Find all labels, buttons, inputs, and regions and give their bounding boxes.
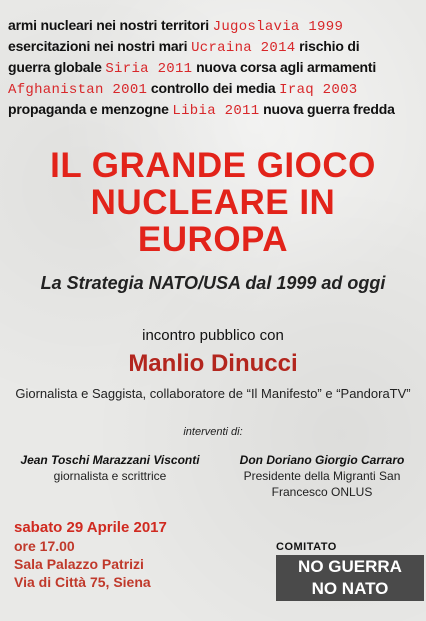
topic-text: controllo dei media [147, 80, 280, 96]
event-time: ore 17.00 [14, 538, 75, 554]
topic-line [8, 79, 357, 99]
guest-desc: Presidente della Migranti San [243, 469, 401, 483]
committee-line: NO NATO [311, 579, 389, 598]
topic-conflict: Afghanistan 2001 [8, 82, 148, 98]
event-address: Via di Città 75, Siena [14, 574, 151, 590]
topic-conflict: Jugoslavia 1999 [212, 19, 344, 35]
interventions-label: interventi di: [183, 426, 243, 438]
event-venue: Sala Palazzo Patrizi [14, 556, 144, 572]
topic-conflict: Iraq 2003 [279, 82, 358, 98]
topic-text: nuova corsa agli armamenti [192, 59, 377, 75]
topic-text: armi nucleari nei nostri territori [8, 17, 213, 33]
topic-line [8, 58, 376, 78]
headline-line: EUROPA [137, 220, 289, 259]
event-info [14, 518, 167, 591]
event-type: incontro pubblico con [142, 327, 284, 344]
headline [0, 147, 426, 258]
event-date: sabato 29 Aprile 2017 [14, 519, 167, 536]
guest-2 [212, 452, 426, 500]
topic-line [8, 100, 395, 120]
topic-text: rischio di [295, 38, 360, 54]
guest-desc: giornalista e scrittrice [53, 469, 167, 483]
committee-line: NO GUERRA [298, 557, 402, 576]
guest-1 [0, 452, 220, 484]
topic-line [8, 37, 359, 57]
topic-conflict: Siria 2011 [105, 61, 193, 77]
committee-label: COMITATO [276, 541, 337, 553]
guest-desc: Francesco ONLUS [271, 485, 373, 499]
topic-text: propaganda e menzogne [8, 101, 173, 117]
guest-name: Don Doriano Giorgio Carraro [239, 453, 405, 467]
speaker-role: Giornalista e Saggista, collaboratore de “Il Manifesto” e “PandoraTV” [15, 386, 411, 401]
guest-name: Jean Toschi Marazzani Visconti [20, 453, 200, 467]
subtitle: La Strategia NATO/USA dal 1999 ad oggi [40, 273, 386, 293]
committee-box [276, 555, 424, 601]
topic-line [8, 16, 343, 36]
topic-text: nuova guerra fredda [259, 101, 395, 117]
speaker-name: Manlio Dinucci [128, 350, 298, 377]
headline-line: IL GRANDE GIOCO [50, 146, 376, 185]
topic-conflict: Libia 2011 [172, 103, 260, 119]
topic-text: guerra globale [8, 59, 106, 75]
headline-line: NUCLEARE IN [90, 183, 336, 222]
topic-conflict: Ucraina 2014 [191, 40, 296, 56]
topic-text: esercitazioni nei nostri mari [8, 38, 192, 54]
committee-badge [276, 541, 424, 601]
